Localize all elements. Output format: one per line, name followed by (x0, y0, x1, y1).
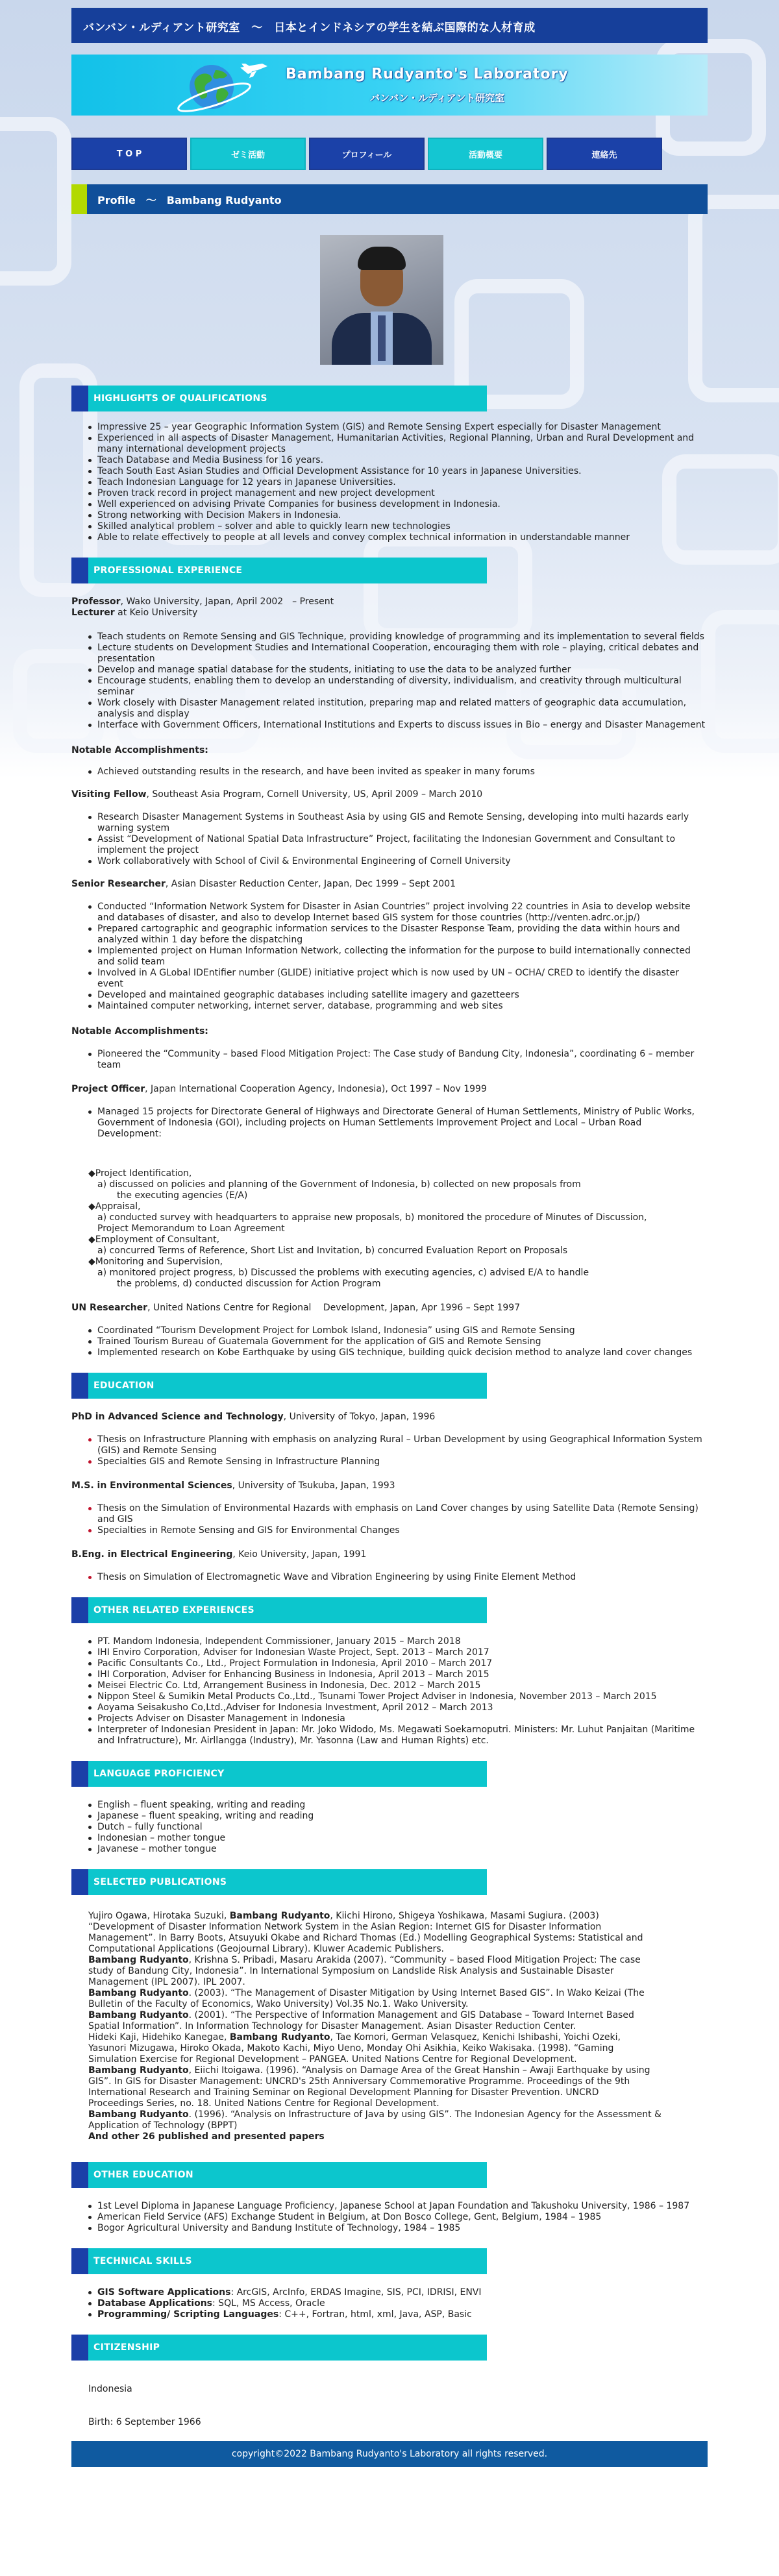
globe-airplane-icon (175, 58, 273, 114)
list-item: Proven track record in project management and new project development (88, 488, 708, 499)
skill-item: Database Applications: SQL, MS Access, Oracle (88, 2298, 708, 2309)
degree-title: PhD in Advanced Science and Technology (71, 1412, 284, 1422)
list-item: Encourage students, enabling them to develop an understanding of diversity, individualism, and creativity through multicultural seminar (88, 676, 708, 698)
list-item: Developed and maintained geographic databases including satellite imagery and gazetteers (88, 990, 708, 1001)
list-item: Javanese – mother tongue (88, 1844, 708, 1855)
list-item: Impressive 25 – year Geographic Information System (GIS) and Remote Sensing Expert especially for Disaster Management (88, 422, 708, 433)
list-item: Specialties GIS and Remote Sensing in Infrastructure Planning (88, 1456, 708, 1467)
profile-heading (71, 184, 708, 214)
project-phases: ◆Project Identification, a) discussed on policies and planning of the Government of Indonesia, b) collected on new proposals from the executing agencies (E/A) ◆Appraisal, a) conducted survey with headquarters to appraise new proposals, b) monitored the procedure of Minutes of Discussion, Project Memorandum to Loan Agreement ◆Employment of Consultant, a) concurred Terms of Reference, Short List and Invitation, b) concurred Evaluation Report on Proposals ◆Monitoring and Supervision, a) monitored project progress, b) Discussed the problems with executing agencies, c) advised E/A to handle the problems, d) conducted discussion for Action Program (88, 1168, 647, 1289)
list-item: American Field Service (AFS) Exchange Student in Belgium, at Don Bosco College, Gent, Belgium, 1984 – 1985 (88, 2212, 708, 2223)
list-item: Strong networking with Decision Makers in Indonesia. (88, 510, 708, 521)
list-item: Assist “Development of National Spatial Data Infrastructure” Project, facilitating the Indonesian Government and Consultant to implement the project (88, 834, 708, 856)
list-item: English – fluent speaking, writing and reading (88, 1800, 708, 1811)
list-item: Thesis on Simulation of Electromagnetic Wave and Vibration Engineering by using Finite Element Method (88, 1572, 708, 1583)
nav-contact[interactable]: 連絡先 (547, 138, 662, 170)
list-item: Maintained computer networking, internet server, database, programming and web sites (88, 1001, 708, 1012)
site-header-bar (71, 8, 708, 43)
list-item: Teach South East Asian Studies and Official Development Assistance for 10 years in Japanese Universities. (88, 466, 708, 477)
publication-entry: Bambang Rudyanto. (1996). “Analysis on Infrastructure of Java by using GIS”. The Indonesian Agency for the Assessment & (88, 2109, 662, 2120)
publication-entry: Hideki Kaji, Hidehiko Kanegae, Bambang Rudyanto, Tae Komori, German Velasquez, Kenichi Ishibashi, Yoichi Ozeki, (88, 2032, 621, 2042)
section-highlights: HIGHLIGHTS OF QUALIFICATIONS (71, 386, 487, 411)
section-language: LANGUAGE PROFICIENCY (71, 1761, 487, 1787)
list-item: Prepared cartographic and geographic information services to the Disaster Response Team, providing the data within hours and analyzed within 1 day before the dispatching (88, 924, 708, 946)
list-item: Coordinated “Tourism Development Project for Lombok Island, Indonesia” using GIS and Remote Sensing (88, 1325, 708, 1336)
list-item: Thesis on Infrastructure Planning with emphasis on analyzing Rural – Urban Development by using Geographical Information System (GIS) and Remote Sensing (88, 1434, 708, 1456)
highlights-list (88, 422, 708, 543)
list-item: Achieved outstanding results in the research, and have been invited as speaker in many forums (88, 767, 708, 778)
professor-duties (88, 632, 708, 731)
list-item: Meisei Electric Co. Ltd, Arrangement Business in Indonesia, Dec. 2012 – March 2015 (88, 1680, 708, 1691)
list-item: Projects Adviser on Disaster Management in Indonesia (88, 1713, 708, 1724)
role-place: , Wako University, Japan, April 2002 – Present (120, 596, 334, 607)
list-item: Indonesian – mother tongue (88, 1833, 708, 1844)
main-nav (71, 138, 708, 170)
role-place: , Asian Disaster Reduction Center, Japan, Dec 1999 – Sept 2001 (165, 879, 456, 889)
list-item: Skilled analytical problem – solver and able to quickly learn new technologies (88, 521, 708, 532)
publication-entry: Bambang Rudyanto. (2001). “The Perspective of Information Management and GIS Database – Toward Internet Based (88, 2010, 634, 2020)
role-title: Visiting Fellow (71, 789, 147, 800)
nav-activities[interactable]: 活動概要 (428, 138, 543, 170)
publication-entry: Bambang Rudyanto, Krishna S. Pribadi, Masaru Arakida (2007). “Community – based Flood Mitigation Project: The case (88, 1955, 641, 1965)
publication-entry: Bambang Rudyanto. (2003). “The Management of Disaster Mitigation by Using Internet Based GIS”. In Wako Keizai (The (88, 1988, 645, 1998)
list-item: Work closely with Disaster Management related institution, preparing map and related matters of geographic data accumulation, analysis and display (88, 698, 708, 720)
officer-duties (88, 1107, 708, 1140)
list-item: Develop and manage spatial database for the students, initiating to use the data to be analyzed further (88, 665, 708, 676)
list-item: Implemented research on Kobe Earthquake by using GIS technique, building quick decision method to analyze land cover changes (88, 1347, 708, 1358)
list-item: Conducted “Information Network System for Disaster in Asian Countries” project involving 22 countries in Asia to develop website and databases of disaster, and also to develop Internet based GIS system for those countries (http://venten.adrc.or.jp/) (88, 902, 708, 924)
section-other-experiences: OTHER RELATED EXPERIENCES (71, 1597, 487, 1623)
list-item: Lecture students on Development Studies and International Cooperation, encouraging them with role – playing, critical debates and presentation (88, 643, 708, 665)
notable-heading: Notable Accomplishments: (71, 1026, 208, 1037)
list-item: Teach Database and Media Business for 16 years. (88, 455, 708, 466)
profile-photo (320, 235, 443, 365)
researcher-duties (88, 902, 708, 1012)
list-item: Implemented project on Human Information Network, collecting the information for the purpose to build internationally connected and solid team (88, 946, 708, 968)
list-item: IHI Enviro Corporation, Adviser for Indonesian Waste Project, Sept. 2013 – March 2017 (88, 1647, 708, 1658)
role-title: Lecturer (71, 607, 115, 618)
list-item: Interface with Government Officers, International Institutions and Experts to discuss issues in Bio – energy and Disaster Management (88, 720, 708, 731)
lab-name: Bambang Rudyanto's Laboratory (286, 66, 569, 82)
list-item: Able to relate effectively to people at all levels and convey complex technical information in understandable manner (88, 532, 708, 543)
list-item: Pacific Consultants Co., Ltd., Project Formulation in Indonesia, April 2010 – March 2017 (88, 1658, 708, 1669)
list-item: Pioneered the “Community – based Flood Mitigation Project: The Case study of Bandung City, Indonesia”, coordinating 6 – member team (88, 1049, 708, 1071)
publication-list: Yujiro Ogawa, Hirotaka Suzuki, Bambang Rudyanto, Kiichi Hirono, Shigeya Yoshikawa, Masami Sugiura. (2003) “Development of Disaster Information Network System in the Asian Region: Internet GIS for Disaster Information Management”. In Barry Boots, Atsuyuki Okabe and Richard Thomas (Ed.) Modelling Geographical Systems: Statistical and Computational Applications (Geojournal Library). Kluwer Academic Publishers. Bambang Rudyanto, Krishna S. Pribadi, Masaru Arakida (2007). “Community – based Flood Mitigation Project: The case study of Bandung City, Indonesia”. In International Symposium on Landslide Risk Analysis and Sustainable Disaster Management (IPL 2007). IPL 2007. Bambang Rudyanto. (2003). “The Management of Disaster Mitigation by Using Internet Based GIS”. In Wako Keizai (The Bulletin of the Faculty of Economics, Wako University) Vol.35 No.1. Wako University. Bambang Rudyanto. (2001). “The Perspective of Information Management and GIS Database – Toward Internet Based Spatial Information”. In Information Technology for Disaster Management. Asian Disaster Reduction Center. Hideki Kaji, Hidehiko Kanegae, Bambang Rudyanto, Tae Komori, German Velasquez, Kenichi Ishibashi, Yoichi Ozeki, Yasunori Mizugawa, Hiroko Okada, Makoto Kachi, Miyo Ueno, Monday Ohi Asikhia, Keiko Wakisaka. (1998). “Gaming Simulation Exercise for Regional Development – PANGEA. United Nations Centre for Regional Development. Bambang Rudyanto, Eiichi Itoigawa. (1996). “Analysis on Damage Area of the Great Hanshin – Awaji Earthquake by using GIS”. In GIS for Disaster Management: UNCRD's 25th Anniversary Commemorative Programme. Proceedings of the 9th International Research and Training Seminar on Regional Development Planning for Disaster Prevention. UNCRD Proceedings Series, no. 18. United Nations Centre for Regional Development. Bambang Rudyanto. (1996). “Analysis on Infrastructure of Java by using GIS”. The Indonesian Agency for the Assessment & Application of Technology (BPPT) And other 26 published and presented papers (88, 1911, 708, 2142)
list-item: Research Disaster Management Systems in Southeast Asia by using GIS and Remote Sensing, developing into multi hazards early warning system (88, 812, 708, 834)
list-item: Work collaboratively with School of Civil & Environmental Engineering of Cornell University (88, 856, 708, 867)
role-title: Senior Researcher (71, 879, 166, 889)
section-technical-skills: TECHNICAL SKILLS (71, 2248, 487, 2274)
role-title: Professor (71, 596, 121, 607)
list-item: 1st Level Diploma in Japanese Language Proficiency, Japanese School at Japan Foundation and Takushoku University, 1986 – 1987 (88, 2201, 708, 2212)
section-other-education: OTHER EDUCATION (71, 2162, 487, 2188)
section-publications: SELECTED PUBLICATIONS (71, 1869, 487, 1895)
list-item: Japanese – fluent speaking, writing and reading (88, 1811, 708, 1822)
degree-title: M.S. in Environmental Sciences (71, 1480, 232, 1491)
list-item: Trained Tourism Bureau of Guatemala Government for the application of GIS and Remote Sensing (88, 1336, 708, 1347)
copyright-text: copyright©2022 Bambang Rudyanto's Laboratory all rights reserved. (231, 2449, 548, 2459)
lab-name-japanese: バンバン・ルディアント研究室 (370, 92, 505, 104)
list-item: Experienced in all aspects of Disaster Management, Humanitarian Activities, Regional Planning, Urban and Rural Development and many international development projects (88, 433, 708, 455)
list-item: Thesis on the Simulation of Environmental Hazards with emphasis on Land Cover changes by using Satellite Data (Remote Sensing) and GIS (88, 1503, 708, 1525)
list-item: Managed 15 projects for Directorate General of Highways and Directorate General of Human Settlements, Ministry of Public Works, Government of Indonesia (GOI), including projects on Human Settlements Improvement Project and Local – Urban Road Development: (88, 1107, 708, 1140)
publication-summary: And other 26 published and presented papers (88, 2131, 325, 2142)
lab-banner[interactable] (71, 55, 708, 116)
birth-date: Birth: 6 September 1966 (88, 2417, 201, 2427)
citizenship-value: Indonesia (88, 2384, 132, 2394)
role-title: Project Officer (71, 1084, 145, 1094)
degree-title: B.Eng. in Electrical Engineering (71, 1549, 233, 1560)
role-place: , Japan International Cooperation Agency, Indonesia), Oct 1997 – Nov 1999 (145, 1084, 487, 1094)
list-item: Teach students on Remote Sensing and GIS Technique, providing knowledge of programming and its implementation to several fields (88, 632, 708, 643)
nav-seminar[interactable]: ゼミ活動 (190, 138, 306, 170)
nav-profile[interactable]: プロフィール (309, 138, 425, 170)
site-title: バンバン・ルディアント研究室 〜 日本とインドネシアの学生を結ぶ国際的な人材育成 (83, 21, 536, 34)
section-education: EDUCATION (71, 1373, 487, 1399)
list-item: Specialties in Remote Sensing and GIS for Environmental Changes (88, 1525, 708, 1536)
list-item: Bogor Agricultural University and Bandung Institute of Technology, 1984 – 1985 (88, 2223, 708, 2234)
role-place: , United Nations Centre for Regional Development, Japan, Apr 1996 – Sept 1997 (147, 1303, 521, 1313)
list-item: Teach Indonesian Language for 12 years in Japanese Universities. (88, 477, 708, 488)
list-item: IHI Corporation, Adviser for Enhancing Business in Indonesia, April 2013 – March 2015 (88, 1669, 708, 1680)
list-item: Dutch – fully functional (88, 1822, 708, 1833)
section-experience: PROFESSIONAL EXPERIENCE (71, 558, 487, 583)
role-title: UN Researcher (71, 1303, 148, 1313)
list-item: Well experienced on advising Private Companies for business development in Indonesia. (88, 499, 708, 510)
role-place: at Keio University (114, 607, 198, 618)
publication-entry: Bambang Rudyanto, Eiichi Itoigawa. (1996). “Analysis on Damage Area of the Great Hanshin – Awaji Earthquake by using (88, 2065, 650, 2076)
role-place: , Southeast Asia Program, Cornell University, US, April 2009 – March 2010 (146, 789, 483, 800)
list-item: Aoyama Seisakusho Co,Ltd.,Adviser for Indonesia Investment, April 2012 – March 2013 (88, 1702, 708, 1713)
list-item: PT. Mandom Indonesia, Independent Commissioner, January 2015 – March 2018 (88, 1636, 708, 1647)
skill-item: Programming/ Scripting Languages: C++, Fortran, html, xml, Java, ASP, Basic (88, 2309, 708, 2320)
un-duties (88, 1325, 708, 1358)
list-item: Nippon Steel & Sumikin Metal Products Co.,Ltd., Tsunami Tower Project Adviser in Indonesia, November 2013 – March 2015 (88, 1691, 708, 1702)
list-item: Involved in A GLobal IDEntifier number (GLIDE) initiative project which is now used by UN – OCHA/ CRED to identify the disaster event (88, 968, 708, 990)
footer (71, 2441, 708, 2467)
publication-entry: Yujiro Ogawa, Hirotaka Suzuki, Bambang Rudyanto, Kiichi Hirono, Shigeya Yoshikawa, Masami Sugiura. (2003) (88, 1911, 599, 1921)
profile-title: Profile 〜 Bambang Rudyanto (97, 193, 282, 206)
skill-item: GIS Software Applications: ArcGIS, ArcInfo, ERDAS Imagine, SIS, PCI, IDRISI, ENVI (88, 2287, 708, 2298)
notable-heading: Notable Accomplishments: (71, 745, 208, 755)
profile-accent (71, 184, 87, 214)
nav-top[interactable]: T O P (71, 138, 187, 170)
list-item: Interpreter of Indonesian President in Japan: Mr. Joko Widodo, Ms. Megawati Soekarnoputri. Ministers: Mr. Luhut Panjaitan (Maritime and Infratructure), Mr. Airllangga (Industry), Mr. Yasonna (Law and Human Rights) etc. (88, 1724, 708, 1747)
section-citizenship: CITIZENSHIP (71, 2335, 487, 2361)
fellow-duties (88, 812, 708, 867)
